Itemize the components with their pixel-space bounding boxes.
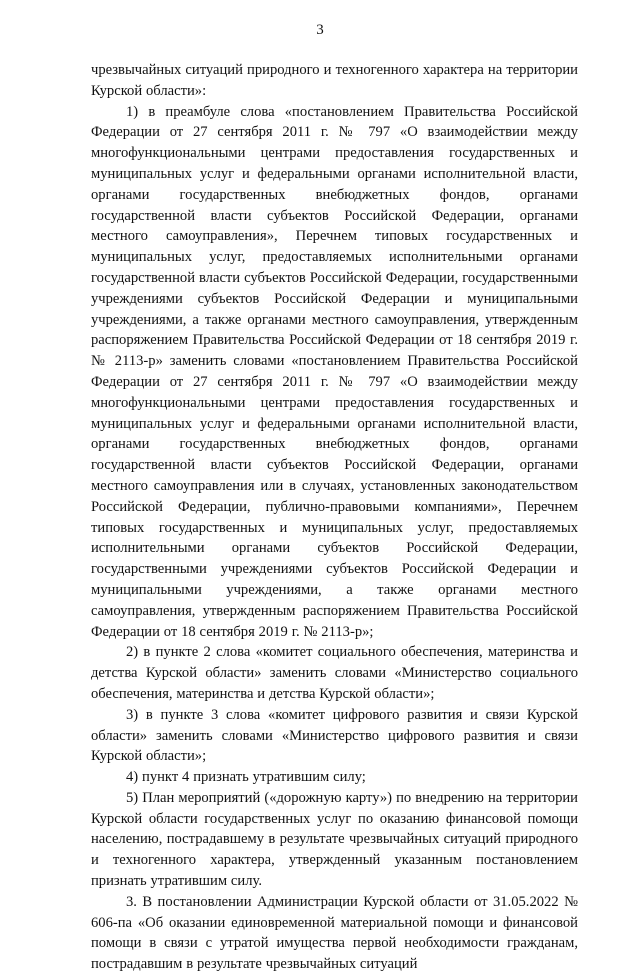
paragraph-item-3: 3) в пункте 3 слова «комитет цифрового развития и связи Курской области» заменить словами «Министерство цифрового развития и связи Курской области»; [91,706,578,765]
paragraph-item-4: 4) пункт 4 признать утратившим силу; [126,769,366,786]
paragraph-item-1: 1) в преамбуле слова «постановлением Правительства Российской Федерации от 27 сентября 2011 г. № 797 «О взаимодействии между многофункциональными центрами предоставления государственных и муниципальных услуг и федеральными органами исполнительной власти, органами государственных внебюджетных фондов, органами государственной власти субъектов Российской Федерации, органами местного самоуправления», Перечнем типовых государственных и муниципальных услуг, предоставляемых исполнительными органами государственной власти субъектов Российской Федерации, государственными учреждениями субъектов Российской Федерации и муниципальными учреждениями, а также органами местного самоуправления, утвержденным распоряжением Правительства Российской Федерации от 18 сентября 2019 г. № 2113-р» заменить словами «постановлением Правительства Российской Федерации от 27 сентября 2011 г. № 797 «О взаимодействии между многофункциональными центрами предоставления государственных и муниципальных услуг и федеральными органами исполнительной власти, органами государственных внебюджетных фондов, органами государственной власти субъектов Российской Федерации, органами местного самоуправления или в случаях, установленных законодательством Российской Федерации, публично-правовыми компаниями», Перечнем типовых государственных и муниципальных услуг, предоставляемых исполнительными органами субъектов Российской Федерации, государственными учреждениями субъектов Российской Федерации и муниципальными учреждениями, а также органами местного самоуправления, утвержденным распоряжением Правительства Российской Федерации от 18 сентября 2019 г. № 2113-р»; [91,103,578,640]
paragraph-section-3: 3. В постановлении Администрации Курской области от 31.05.2022 № 606-па «Об оказании единовременной материальной помощи и финансовой помощи в связи с утратой имущества первой необходимости гражданам, пострадавшим в результате чрезвычайных ситуаций [91,893,578,973]
paragraph-item-5: 5) План мероприятий («дорожную карту») по внедрению на территории Курской области государственных услуг по оказанию финансовой помощи населению, пострадавшему в результате чрезвычайных ситуаций природного и техногенного характера, утвержденный указанным постановлением признать утратившим силу. [91,789,578,890]
page-number: 3 [316,22,324,38]
paragraph-continuation: чрезвычайных ситуаций природного и техногенного характера на территории Курской области»: [91,62,578,99]
paragraph-item-2: 2) в пункте 2 слова «комитет социального обеспечения, материнства и детства Курской области» заменить словами «Министерство социального обеспечения, материнства и детства Курской области»; [91,644,578,702]
document-body [91,60,578,975]
